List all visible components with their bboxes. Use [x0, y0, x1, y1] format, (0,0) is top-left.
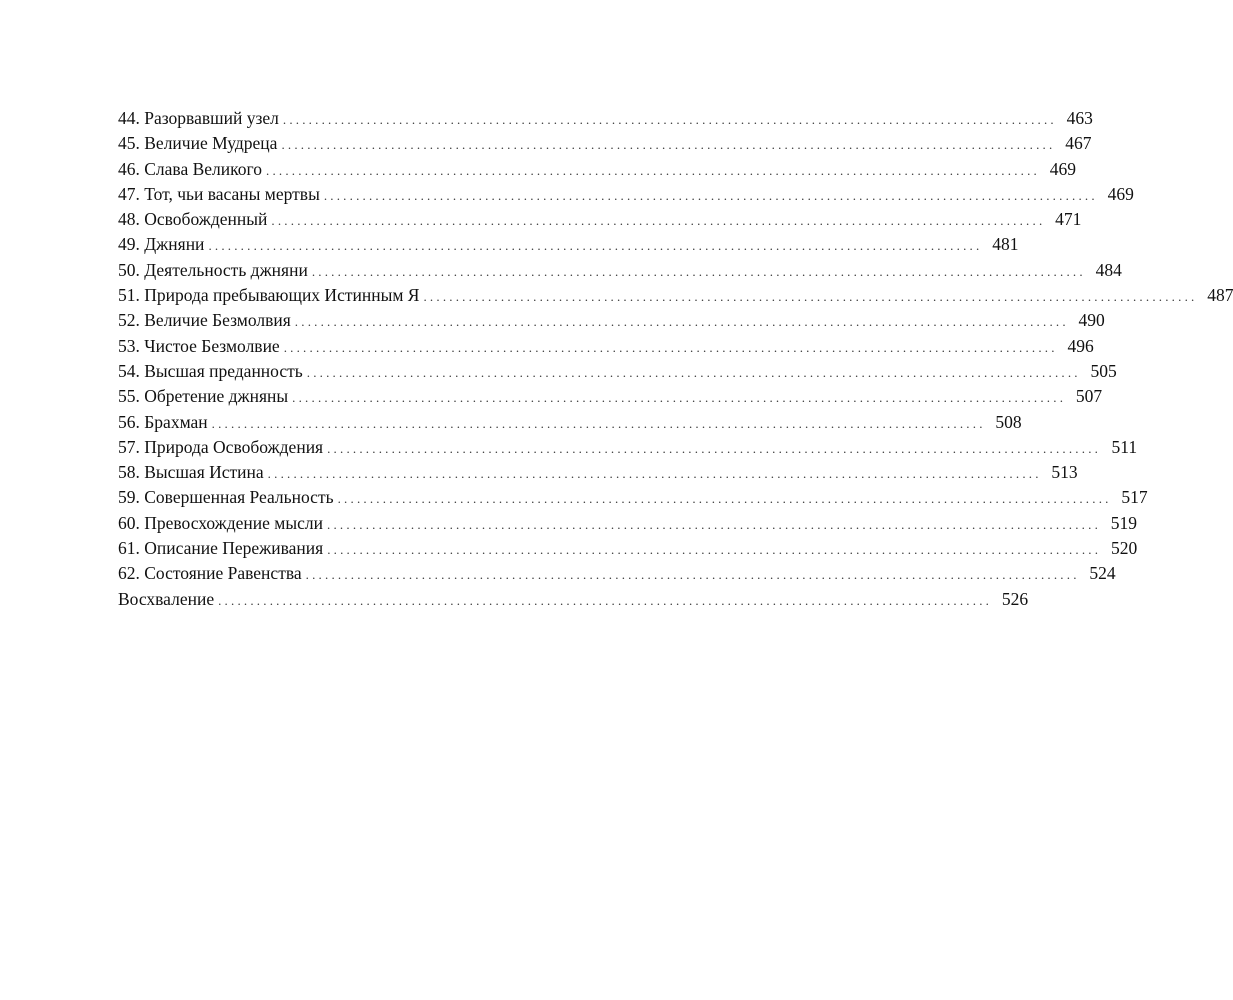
toc-entry-page: 526 — [1001, 588, 1029, 609]
toc-entry-title: 51. Природа пребывающих Истинным Я — [118, 285, 420, 306]
toc-entry — [118, 410, 1022, 435]
toc-entry — [118, 460, 1078, 485]
dot-leader: ........................................................................................................................ — [423, 289, 1198, 305]
toc-entry-title: 55. Обретение джняны — [118, 386, 289, 407]
toc-entry-title: 56. Брахман — [118, 411, 208, 432]
toc-entry-title: 49. Джняни — [118, 234, 205, 255]
toc-entry-title: 48. Освобожденный — [118, 209, 268, 230]
toc-entry-title: 62. Состояние Равенства — [118, 563, 302, 584]
toc-entry-page: 508 — [995, 411, 1022, 432]
toc-entry-title: 45. Величие Мудреца — [118, 133, 278, 154]
toc-entry-title: 59. Совершенная Реальность — [118, 487, 334, 508]
toc-entry-title: 47. Тот, чьи васаны мертвы — [118, 183, 320, 204]
toc-entry — [118, 384, 1103, 409]
toc-entry-page: 519 — [1110, 512, 1138, 533]
toc-entry — [118, 182, 1134, 207]
toc-entry-title: 44. Разорвавший узел — [118, 108, 279, 128]
toc-entry-page: 496 — [1067, 335, 1094, 356]
dot-leader: ........................................................................................................................ — [306, 364, 1081, 380]
dot-leader: ........................................................................................................................ — [267, 466, 1042, 482]
toc-entry — [118, 359, 1117, 384]
toc-entry-page: 469 — [1049, 158, 1076, 179]
dot-leader: ........................................................................................................................ — [337, 491, 1112, 507]
toc-entry — [118, 157, 1076, 182]
toc-entry — [118, 485, 1148, 510]
toc-entry-page: 524 — [1089, 563, 1116, 584]
toc-entry-title: 46. Слава Великого — [118, 158, 262, 179]
toc-entry — [118, 308, 1105, 333]
toc-entry-page: 517 — [1121, 487, 1148, 508]
toc-entry — [118, 207, 1082, 232]
toc-entry-title: Восхваление — [118, 588, 215, 609]
toc-entry-page: 505 — [1090, 360, 1117, 381]
toc-entry-page: 481 — [992, 234, 1019, 255]
toc-entry — [118, 258, 1122, 283]
toc-entry — [118, 587, 1029, 612]
toc-entry — [118, 511, 1138, 536]
toc-entry-title: 57. Природа Освобождения — [118, 436, 324, 457]
toc-entry-title: 60. Превосхождение мысли — [118, 512, 324, 533]
toc-entry — [118, 561, 1116, 586]
toc-entry-page: 487 — [1207, 285, 1233, 306]
dot-leader: ........................................................................................................................ — [327, 516, 1102, 532]
toc-entry-title: 58. Высшая Истина — [118, 462, 264, 483]
toc-entry-page: 490 — [1078, 310, 1105, 331]
toc-entry — [118, 106, 1093, 131]
toc-entry-page: 471 — [1055, 209, 1082, 230]
toc-entry-page: 520 — [1110, 538, 1138, 559]
dot-leader: ........................................................................................................................ — [281, 137, 1056, 153]
dot-leader: ........................................................................................................................ — [218, 592, 993, 608]
dot-leader: ........................................................................................................................ — [211, 415, 986, 431]
dot-leader: ........................................................................................................................ — [271, 213, 1046, 229]
toc-entry-title: 52. Величие Безмолвия — [118, 310, 291, 331]
toc-entry — [118, 131, 1092, 156]
dot-leader: ........................................................................................................................ — [282, 112, 1057, 127]
toc-entry-page: 463 — [1066, 108, 1093, 128]
toc-entry-title: 61. Описание Переживания — [118, 538, 324, 559]
toc-entry-page: 511 — [1111, 436, 1138, 457]
toc-entry — [118, 283, 1233, 308]
dot-leader: ........................................................................................................................ — [283, 339, 1058, 355]
dot-leader: ........................................................................................................................ — [266, 162, 1040, 178]
dot-leader: ........................................................................................................................ — [327, 542, 1102, 558]
toc-entry-title: 50. Деятельность джняни — [118, 259, 308, 280]
toc-entry — [118, 232, 1019, 257]
dot-leader: ........................................................................................................................ — [327, 440, 1102, 456]
toc-entry-title: 54. Высшая преданность — [118, 360, 303, 381]
toc-entry-title: 53. Чистое Безмолвие — [118, 335, 280, 356]
toc-entry — [118, 435, 1138, 460]
dot-leader: ........................................................................................................................ — [292, 390, 1067, 406]
toc-entry-page: 507 — [1075, 386, 1103, 407]
toc-entry-page: 513 — [1051, 462, 1078, 483]
toc-entry-page: 467 — [1065, 133, 1092, 154]
toc-entry — [118, 536, 1138, 561]
dot-leader: ........................................................................................................................ — [311, 263, 1086, 279]
dot-leader: ........................................................................................................................ — [294, 314, 1069, 330]
toc-entry-page: 469 — [1107, 183, 1134, 204]
toc-entry — [118, 334, 1094, 359]
dot-leader: ........................................................................................................................ — [323, 187, 1098, 203]
dot-leader: ........................................................................................................................ — [208, 238, 983, 254]
dot-leader: ........................................................................................................................ — [305, 567, 1080, 583]
table-of-contents — [118, 106, 1233, 612]
toc-entry-page: 484 — [1095, 259, 1122, 280]
